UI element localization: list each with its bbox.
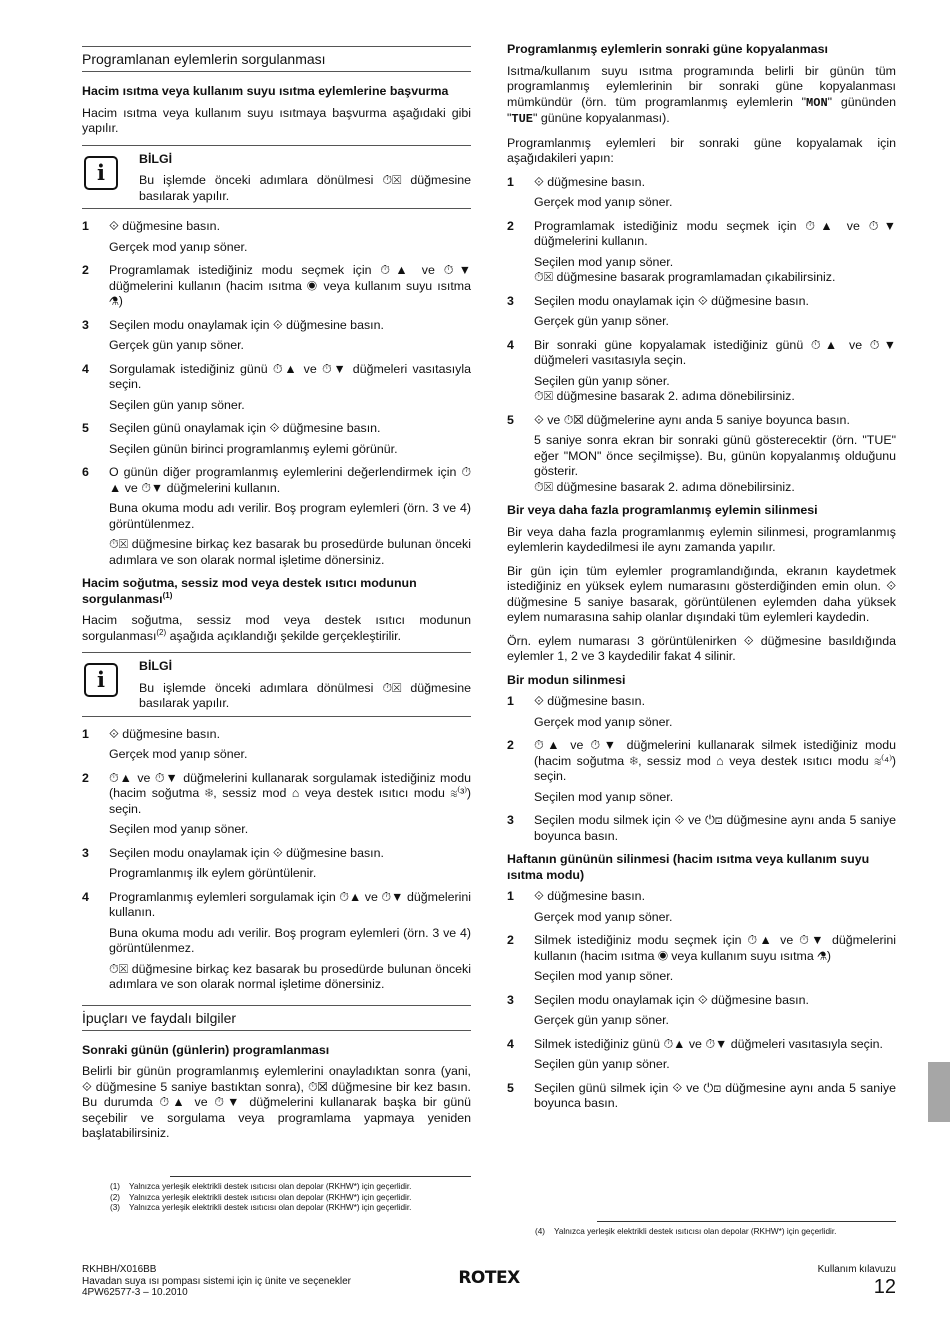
step-note: Seçilen mod yanıp söner. (534, 789, 674, 804)
step-note: Seçilen mod yanıp söner. (534, 969, 674, 983)
footnote (110, 1193, 471, 1204)
heading-cooling-query: Hacim soğutma, sessiz mod veya destek ısıtıcı modunun sorgulanması$^{(1)}$ (82, 576, 417, 606)
step-text: Silmek istediğiniz günü ⏱▲ ve ⏱▼ düğmeleri vasıtasıyla seçin. (534, 1036, 883, 1051)
doc-model: RKHBH/X016BB (82, 1264, 157, 1275)
step-number: 1 (82, 219, 89, 233)
step-note: Gerçek gün yanıp söner. (534, 314, 670, 328)
step-number: 4 (82, 361, 89, 376)
step-number: 1 (82, 726, 89, 741)
step-number: 2 (507, 218, 514, 233)
heating-intro: Hacim ısıtma veya kullanım suyu ısıtmaya başvurma aşağıdaki gibi yapılır. (82, 105, 471, 135)
step-number: 6 (82, 465, 89, 479)
step-text: Silmek istediğiniz modu seçmek için ⏱▲ ve ⏱▼ düğmelerini kullanın (hacim ısıtma ◉ veya kullanım suyu ısıtma ⚗) (534, 933, 896, 963)
step-text: Seçilen modu onaylamak için ⟐ düğmesine basın. (534, 992, 809, 1007)
step-item (507, 738, 896, 805)
step-item (82, 219, 471, 255)
doc-description: Havadan suya ısı pompası sistemi için iç ünite ve seçenekler (82, 1275, 352, 1287)
delete-actions-p1: Bir veya daha fazla programlanmış eylemin silinmesi, programlanmış eylemlerin kaydedilmesi ile aynı zamanda yapılır. (507, 524, 896, 554)
steps-delete-mode (507, 694, 896, 844)
footnote-number: (1) (110, 1182, 121, 1191)
step-number: 1 (507, 889, 514, 903)
step-number: 4 (82, 889, 89, 904)
step-item (82, 771, 471, 838)
step-item (507, 338, 896, 405)
step-number: 2 (507, 738, 514, 752)
delete-actions-p2: Bir gün için tüm eylemler programlandığında, ekranın kaydetmek istediğiniz en yüksek eylem numarasını gösterdiğinden emin olun. ⟐ düğmesine 5 saniye basarak, görüntülenen eylemden daha yüksek eylem numarasına sahip olanlar dışındaki tüm eylemleri kaydedin. (507, 563, 896, 624)
step-number: 4 (507, 1036, 514, 1051)
footnote (110, 1203, 471, 1214)
step-item (82, 890, 471, 993)
step-item (507, 294, 896, 330)
step-item (507, 993, 896, 1029)
heading-next-day: Sonraki günün (günlerin) programlanması (82, 1042, 330, 1057)
info-icon: i (84, 156, 118, 190)
step-text: ⏱▲ ve ⏱▼ düğmelerini kullanarak silmek istediğiniz modu (hacim soğutma ❄, sessiz mod ⌂ veya destek ısıtıcı modu ≋⁽⁴⁾) seçin. (534, 738, 896, 783)
info-box (82, 652, 471, 717)
steps-cooling (82, 727, 471, 993)
step-note: Gerçek mod yanıp söner. (534, 909, 673, 924)
step-note: ⏱☒ düğmesine birkaç kez basarak bu prosedürde bulunan önceki adımlara ve son olarak normal işletime dönersiniz. (109, 961, 471, 991)
step-note: Seçilen gün yanıp söner. (109, 397, 245, 412)
step-item (82, 362, 471, 414)
step-note: Seçilen mod yanıp söner. (109, 822, 249, 836)
step-text: Programlanmış eylemleri sorgulamak için ⏱▲ ve ⏱▼ düğmelerini kullanın. (109, 889, 471, 919)
step-number: 3 (507, 813, 514, 827)
delete-actions-p3: Örn. eylem numarası 3 görüntülenirken ⟐ düğmesine basıldığında eylemler 1, 2 ve 3 kaydedilir fakat 4 silinir. (507, 633, 896, 663)
step-text: ⟐ ve ⏱☒ düğmelerine aynı anda 5 saniye boyunca basın. (534, 412, 850, 427)
step-note: Gerçek gün yanıp söner. (534, 1013, 670, 1027)
step-text: Programlamak istediğiniz modu seçmek için ⏱▲ ve ⏱▼ düğmelerini kullanın (hacim ısıtma ◉ veya kullanım suyu ısıtma ⚗) (109, 263, 471, 308)
step-note: Gerçek mod yanıp söner. (534, 195, 673, 209)
step-item (82, 421, 471, 457)
heading-heating-query: Hacim ısıtma veya kullanım suyu ısıtma eylemlerine başvurma (82, 84, 449, 98)
next-day-text: Belirli bir günün programlanmış eylemlerini onayladıktan sonra (yani, ⟐ düğmesine 5 saniye bastıktan sonra), ⏱☒ düğmesine bir kez basın. Bu durumda ⏱▲ ve ⏱▼ düğmelerini kullanarak başka bir günü seçebilir ve sorgulama veya programlama yapmaya yeniden başlatabilirsiniz. (82, 1064, 471, 1140)
step-text: ⟐ düğmesine basın. (109, 219, 221, 233)
step-number: 2 (507, 933, 514, 947)
right-column (507, 42, 896, 1120)
step-note: Buna okuma modu adı verilir. Boş program eylemleri (örn. 3 ve 4) görüntülenmez. (109, 925, 471, 955)
step-text: Seçilen modu onaylamak için ⟐ düğmesine basın. (534, 293, 809, 308)
step-text: O günün diğer programlanmış eylemlerini değerlendirmek için ⏱▲ ve ⏱▼ düğmelerini kullanın. (109, 465, 471, 495)
step-note: Gerçek mod yanıp söner. (109, 747, 248, 761)
info-box (82, 145, 471, 210)
step-item (507, 1081, 896, 1112)
section-title-query: Programlanan eylemlerin sorgulanması (82, 46, 471, 72)
brand-logo: ROTEX (458, 1268, 520, 1288)
info-icon: i (84, 663, 118, 697)
footnote-text: Yalnızca yerleşik elektrikli destek ısıtıcısı olan depolar (RKHW*) için geçerlidir. (129, 1182, 412, 1191)
step-number: 1 (507, 174, 514, 189)
step-note: 5 saniye sonra ekran bir sonraki günü gösterecektir (örn. "TUE" eğer "MON" önce seçilmişse). Bu, günün kopyalanmış olduğunu gösterir. ⏱☒ düğmesine basarak 2. adıma dönebilirsiniz. (534, 433, 896, 494)
page-number: 12 (873, 1275, 896, 1298)
step-note: Buna okuma modu adı verilir. Boş program eylemleri (örn. 3 ve 4) görüntülenmez. (109, 501, 471, 531)
step-item (82, 318, 471, 354)
doc-number: 4PW62577-3 – 10.2010 (82, 1287, 188, 1298)
step-item (507, 1037, 896, 1073)
step-item (507, 694, 896, 730)
step-item (82, 263, 471, 310)
step-number: 2 (82, 263, 89, 277)
step-text: Seçilen modu onaylamak için ⟐ düğmesine basın. (109, 845, 384, 860)
step-text: Sorgulamak istediğiniz günü ⏱▲ ve ⏱▼ düğmeleri vasıtasıyla seçin. (109, 361, 471, 391)
step-item (507, 933, 896, 985)
step-note: Seçilen gün yanıp söner. ⏱☒ düğmesine basarak 2. adıma dönebilirsiniz. (534, 373, 795, 403)
step-number: 3 (82, 845, 89, 860)
step-text: ⟐ düğmesine basın. (534, 889, 646, 903)
footnote (535, 1227, 896, 1238)
step-text: Seçilen modu silmek için ⟐ ve ⏻⊡ düğmesine aynı anda 5 saniye boyunca basın. (534, 813, 896, 843)
step-item (507, 813, 896, 844)
step-number: 2 (82, 770, 89, 785)
step-item (507, 175, 896, 211)
step-text: ⟐ düğmesine basın. (534, 174, 646, 189)
footnote-number: (4) (535, 1227, 546, 1236)
section-title-tips: İpuçları ve faydalı bilgiler (82, 1005, 471, 1031)
footnote-text: Yalnızca yerleşik elektrikli destek ısıtıcısı olan depolar (RKHW*) için geçerlidir. (554, 1227, 837, 1236)
footnotes-left (110, 1176, 471, 1214)
footnotes-right (535, 1221, 896, 1238)
step-number: 5 (507, 412, 514, 427)
section-tab (928, 1062, 950, 1122)
info-text: Bu işlemde önceki adımlara dönülmesi ⏱☒ düğmesine basılarak yapılır. (139, 173, 471, 203)
footnote-text: Yalnızca yerleşik elektrikli destek ısıtıcısı olan depolar (RKHW*) için geçerlidir. (129, 1203, 412, 1212)
step-item (82, 727, 471, 763)
step-note: Seçilen gün yanıp söner. (534, 1057, 670, 1071)
step-text: Bir sonraki güne kopyalamak istediğiniz günü ⏱▲ ve ⏱▼ düğmeleri vasıtasıyla seçin. (534, 337, 896, 367)
step-note: Seçilen mod yanıp söner. ⏱☒ düğmesine basarak programlamadan çıkabilirsiniz. (534, 254, 836, 284)
step-text: ⟐ düğmesine basın. (109, 726, 221, 741)
step-item (82, 846, 471, 882)
step-text: Programlamak istediğiniz modu seçmek için ⏱▲ ve ⏱▼ düğmelerini kullanın. (534, 218, 896, 248)
step-number: 3 (507, 293, 514, 308)
copy-intro: Isıtma/kullanım suyu ısıtma programında belirli bir günün tüm programlanmış eylemlerinin bir sonraki güne kopyalanması mümkündür (örn. tüm programlanmış eylemlerin "MON" gününden "TUE" gününe kopyalanması). (507, 63, 896, 126)
step-note: Gerçek mod yanıp söner. (534, 714, 673, 729)
step-text: Seçilen günü onaylamak için ⟐ düğmesine basın. (109, 421, 381, 435)
step-number: 5 (82, 421, 89, 435)
step-text: ⟐ düğmesine basın. (534, 694, 646, 708)
heading-delete-mode: Bir modun silinmesi (507, 672, 626, 687)
step-item (507, 219, 896, 286)
step-item (507, 413, 896, 496)
step-number: 5 (507, 1080, 514, 1095)
cooling-intro: Hacim soğutma, sessiz mod veya destek ısıtıcı modunun sorgulanması$^{(2)}$ aşağıda açıklandığı şekilde gerçekleştirilir. (82, 613, 471, 643)
footnote (110, 1182, 471, 1193)
step-number: 1 (507, 694, 514, 708)
step-number: 3 (507, 992, 514, 1007)
footnote-text: Yalnızca yerleşik elektrikli destek ısıtıcısı olan depolar (RKHW*) için geçerlidir. (129, 1192, 412, 1202)
step-text: Seçilen modu onaylamak için ⟐ düğmesine basın. (109, 317, 384, 332)
heading-copy: Programlanmış eylemlerin sonraki güne kopyalanması (507, 42, 828, 56)
steps-delete-day (507, 889, 896, 1112)
step-item (507, 889, 896, 925)
manual-label: Kullanım kılavuzu (817, 1264, 896, 1275)
step-item (82, 465, 471, 568)
step-note: Seçilen günün birinci programlanmış eylemi görünür. (109, 441, 398, 456)
footnote-number: (2) (110, 1192, 121, 1202)
step-text: ⏱▲ ve ⏱▼ düğmelerini kullanarak sorgulamak istediğiniz modu (hacim soğutma ❄, sessiz mod ⌂ veya destek ısıtıcı modu ≋⁽³⁾) seçin. (109, 770, 471, 816)
step-note: Gerçek mod yanıp söner. (109, 239, 248, 254)
info-title: BİLGİ (139, 151, 173, 166)
steps-heating (82, 219, 471, 568)
step-number: 4 (507, 337, 514, 352)
steps-copy (507, 175, 896, 496)
step-text: Seçilen günü silmek için ⟐ ve ⏻⊡ düğmesine aynı anda 5 saniye boyunca basın. (534, 1080, 896, 1110)
step-note: Programlanmış ilk eylem görüntülenir. (109, 866, 317, 880)
step-note: Gerçek gün yanıp söner. (109, 338, 245, 352)
info-title: BİLGİ (139, 659, 173, 673)
footnote-number: (3) (110, 1203, 121, 1212)
info-text: Bu işlemde önceki adımlara dönülmesi ⏱☒ düğmesine basılarak yapılır. (139, 680, 471, 710)
heading-delete-day: Haftanın gününün silinmesi (hacim ısıtma veya kullanım suyu ısıtma modu) (507, 852, 870, 882)
heading-delete-actions: Bir veya daha fazla programlanmış eylemin silinmesi (507, 503, 818, 517)
left-column (82, 46, 471, 1150)
step-note: ⏱☒ düğmesine birkaç kez basarak bu prosedürde bulunan önceki adımlara ve son olarak normal işletime dönersiniz. (109, 537, 471, 567)
copy-intro2: Programlanmış eylemleri bir sonraki güne kopyalamak için aşağıdakileri yapın: (507, 135, 896, 165)
step-number: 3 (82, 317, 89, 332)
